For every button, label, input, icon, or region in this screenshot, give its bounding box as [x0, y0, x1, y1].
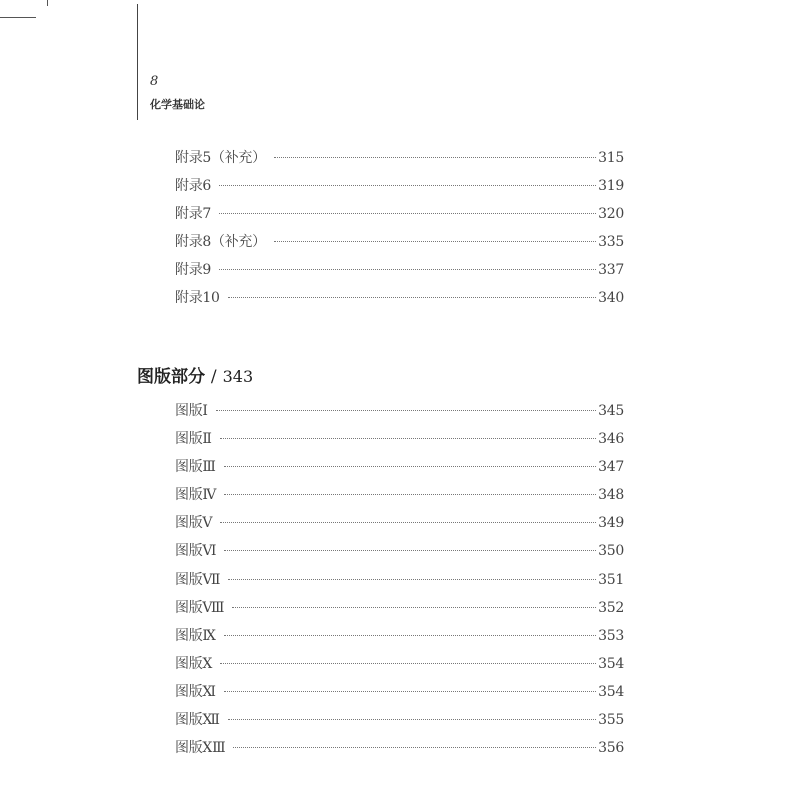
toc-entry-label: 附录6: [175, 178, 212, 195]
toc-entry-page: 315: [598, 150, 624, 166]
plates-toc-list: [175, 400, 624, 765]
toc-entry-page: 352: [598, 599, 624, 616]
toc-entry-page: 347: [598, 459, 624, 476]
section-page: 343: [222, 367, 254, 386]
dot-leader: [219, 213, 596, 214]
toc-entry-label: 图版XⅢ: [175, 740, 226, 757]
dot-leader: [274, 157, 596, 158]
toc-entry-label: 图版Ⅷ: [175, 599, 225, 616]
toc-entry-plate-2[interactable]: [175, 428, 624, 456]
dot-leader: [233, 747, 596, 748]
toc-entry-plate-9[interactable]: [175, 625, 624, 653]
toc-entry-label: 附录5（补充）: [175, 150, 266, 166]
toc-entry-label: 图版Ⅶ: [175, 571, 221, 588]
toc-entry-plate-13[interactable]: [175, 737, 624, 765]
toc-entry-plate-1[interactable]: [175, 400, 624, 428]
toc-entry-page: 319: [598, 178, 624, 195]
toc-entry-appendix-7[interactable]: [175, 203, 624, 231]
dot-leader: [228, 297, 597, 298]
toc-entry-page: 351: [598, 571, 624, 588]
toc-entry-page: 354: [598, 655, 624, 672]
toc-entry-label: 图版Ⅱ: [175, 431, 212, 448]
toc-entry-label: 附录10: [175, 290, 220, 307]
dot-leader: [219, 269, 596, 270]
dot-leader: [224, 550, 596, 551]
margin-rule: [137, 4, 138, 120]
toc-entry-plate-10[interactable]: [175, 653, 624, 681]
toc-entry-plate-4[interactable]: [175, 484, 624, 512]
appendix-toc-list: [175, 147, 624, 316]
toc-entry-plate-3[interactable]: [175, 456, 624, 484]
toc-entry-label: 图版Ⅻ: [175, 712, 220, 729]
toc-entry-page: 345: [598, 403, 624, 419]
toc-entry-label: 图版Ⅺ: [175, 683, 216, 700]
toc-entry-page: 355: [598, 712, 624, 729]
toc-entry-page: 335: [598, 234, 624, 251]
toc-entry-plate-8[interactable]: [175, 597, 624, 625]
toc-entry-label: 附录7: [175, 206, 212, 223]
toc-entry-page: 348: [598, 487, 624, 504]
toc-entry-plate-12[interactable]: [175, 709, 624, 737]
dot-leader: [228, 579, 596, 580]
plates-section-heading[interactable]: [137, 362, 253, 387]
dot-leader: [220, 522, 596, 523]
toc-entry-appendix-10[interactable]: [175, 287, 624, 315]
toc-entry-label: 图版Ⅰ: [175, 403, 208, 419]
toc-entry-appendix-6[interactable]: [175, 175, 624, 203]
toc-entry-label: 图版Ⅵ: [175, 543, 217, 560]
toc-entry-page: 356: [598, 740, 624, 757]
toc-entry-label: 图版Ⅲ: [175, 459, 216, 476]
crop-mark-vertical: [47, 0, 48, 6]
dot-leader: [232, 607, 596, 608]
dot-leader: [220, 438, 597, 439]
toc-entry-appendix-9[interactable]: [175, 259, 624, 287]
dot-leader: [224, 635, 597, 636]
toc-entry-label: 图版Ⅴ: [175, 515, 213, 532]
toc-entry-page: 340: [598, 290, 624, 307]
toc-entry-plate-7[interactable]: [175, 569, 624, 597]
dot-leader: [224, 691, 597, 692]
toc-entry-page: 353: [598, 627, 624, 644]
toc-entry-page: 349: [598, 515, 624, 532]
toc-entry-page: 320: [598, 206, 624, 223]
toc-entry-plate-6[interactable]: [175, 540, 624, 568]
dot-leader: [219, 185, 596, 186]
dot-leader: [274, 241, 596, 242]
book-title: 化学基础论: [150, 98, 205, 111]
toc-entry-label: 附录9: [175, 262, 212, 279]
toc-entry-label: 图版Ⅳ: [175, 487, 217, 504]
toc-entry-label: 图版Ⅸ: [175, 627, 216, 644]
toc-entry-page: 354: [598, 683, 624, 700]
dot-leader: [224, 466, 597, 467]
toc-entry-appendix-5[interactable]: [175, 147, 624, 175]
dot-leader: [224, 494, 596, 495]
toc-entry-label: 附录8（补充）: [175, 234, 266, 251]
toc-entry-plate-5[interactable]: [175, 512, 624, 540]
page-number: 8: [150, 74, 159, 89]
dot-leader: [228, 719, 597, 720]
crop-mark-horizontal: [0, 17, 36, 18]
toc-entry-page: 346: [598, 431, 624, 448]
toc-entry-plate-11[interactable]: [175, 681, 624, 709]
section-separator: /: [210, 367, 217, 387]
dot-leader: [220, 663, 596, 664]
dot-leader: [216, 410, 597, 411]
toc-entry-page: 350: [598, 543, 624, 560]
toc-entry-page: 337: [598, 262, 624, 279]
toc-entry-label: 图版Ⅹ: [175, 655, 213, 672]
section-title: 图版部分: [137, 367, 205, 387]
toc-entry-appendix-8[interactable]: [175, 231, 624, 259]
